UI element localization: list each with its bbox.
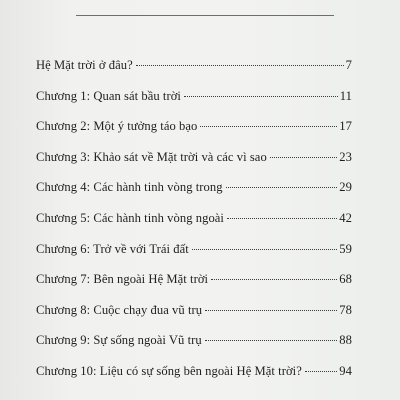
toc-entry [36, 89, 352, 120]
toc-entry-page-number: 17 [339, 119, 352, 134]
toc-dot-leader [205, 310, 337, 311]
toc-entry-title: Chương 9: Sự sống ngoài Vũ trụ [36, 333, 202, 348]
toc-entry-title: Chương 2: Một ý tưởng táo bạo [36, 119, 198, 134]
toc-entry [36, 119, 352, 150]
toc-entry-title: Chương 5: Các hành tinh vòng ngoài [36, 210, 224, 225]
toc-entry [36, 364, 352, 395]
toc-dot-leader [200, 126, 337, 127]
toc-entry [36, 272, 352, 303]
toc-dot-leader [270, 157, 338, 158]
toc-dot-leader [192, 249, 337, 250]
top-divider-rule [76, 15, 334, 16]
toc-entry-page-number: 78 [339, 302, 352, 317]
table-of-contents [36, 58, 352, 395]
toc-dot-leader [211, 279, 337, 280]
toc-entry [36, 150, 352, 181]
toc-entry-page-number: 11 [339, 88, 352, 103]
toc-entry-page-number: 7 [345, 58, 352, 72]
toc-entry-page-number: 23 [339, 149, 352, 164]
toc-dot-leader [226, 187, 338, 188]
toc-entry-title: Chương 8: Cuộc chạy đua vũ trụ [36, 302, 203, 317]
toc-entry-title: Hệ Mặt trời ở đâu? [36, 58, 133, 72]
toc-entry [36, 242, 352, 273]
toc-dot-leader [305, 371, 337, 372]
toc-dot-leader [227, 218, 337, 219]
toc-entry [36, 211, 352, 242]
toc-entry-page-number: 88 [339, 333, 352, 348]
toc-entry-title: Chương 1: Quan sát bầu trời [36, 88, 181, 103]
toc-dot-leader [184, 96, 338, 97]
toc-entry-page-number: 59 [339, 241, 352, 256]
toc-entry-title: Chương 7: Bên ngoài Hệ Mặt trời [36, 272, 209, 287]
toc-entry-page-number: 42 [339, 210, 352, 225]
toc-entry-title: Chương 6: Trở về với Trái đất [36, 241, 189, 256]
toc-entry [36, 333, 352, 364]
toc-entry [36, 180, 352, 211]
toc-entry-page-number: 68 [339, 272, 352, 287]
toc-entry-title: Chương 3: Khảo sát về Mặt trời và các vì sao [36, 149, 267, 164]
toc-entry-page-number: 29 [339, 180, 352, 195]
toc-entry-title: Chương 10: Liệu có sự sống bên ngoài Hệ Mặt trời? [36, 363, 302, 378]
toc-entry-page-number: 94 [339, 363, 352, 378]
toc-entry-title: Chương 4: Các hành tinh vòng trong [36, 180, 223, 195]
toc-entry [36, 303, 352, 334]
toc-entry [36, 58, 352, 89]
toc-dot-leader [136, 65, 344, 66]
toc-dot-leader [205, 340, 338, 341]
